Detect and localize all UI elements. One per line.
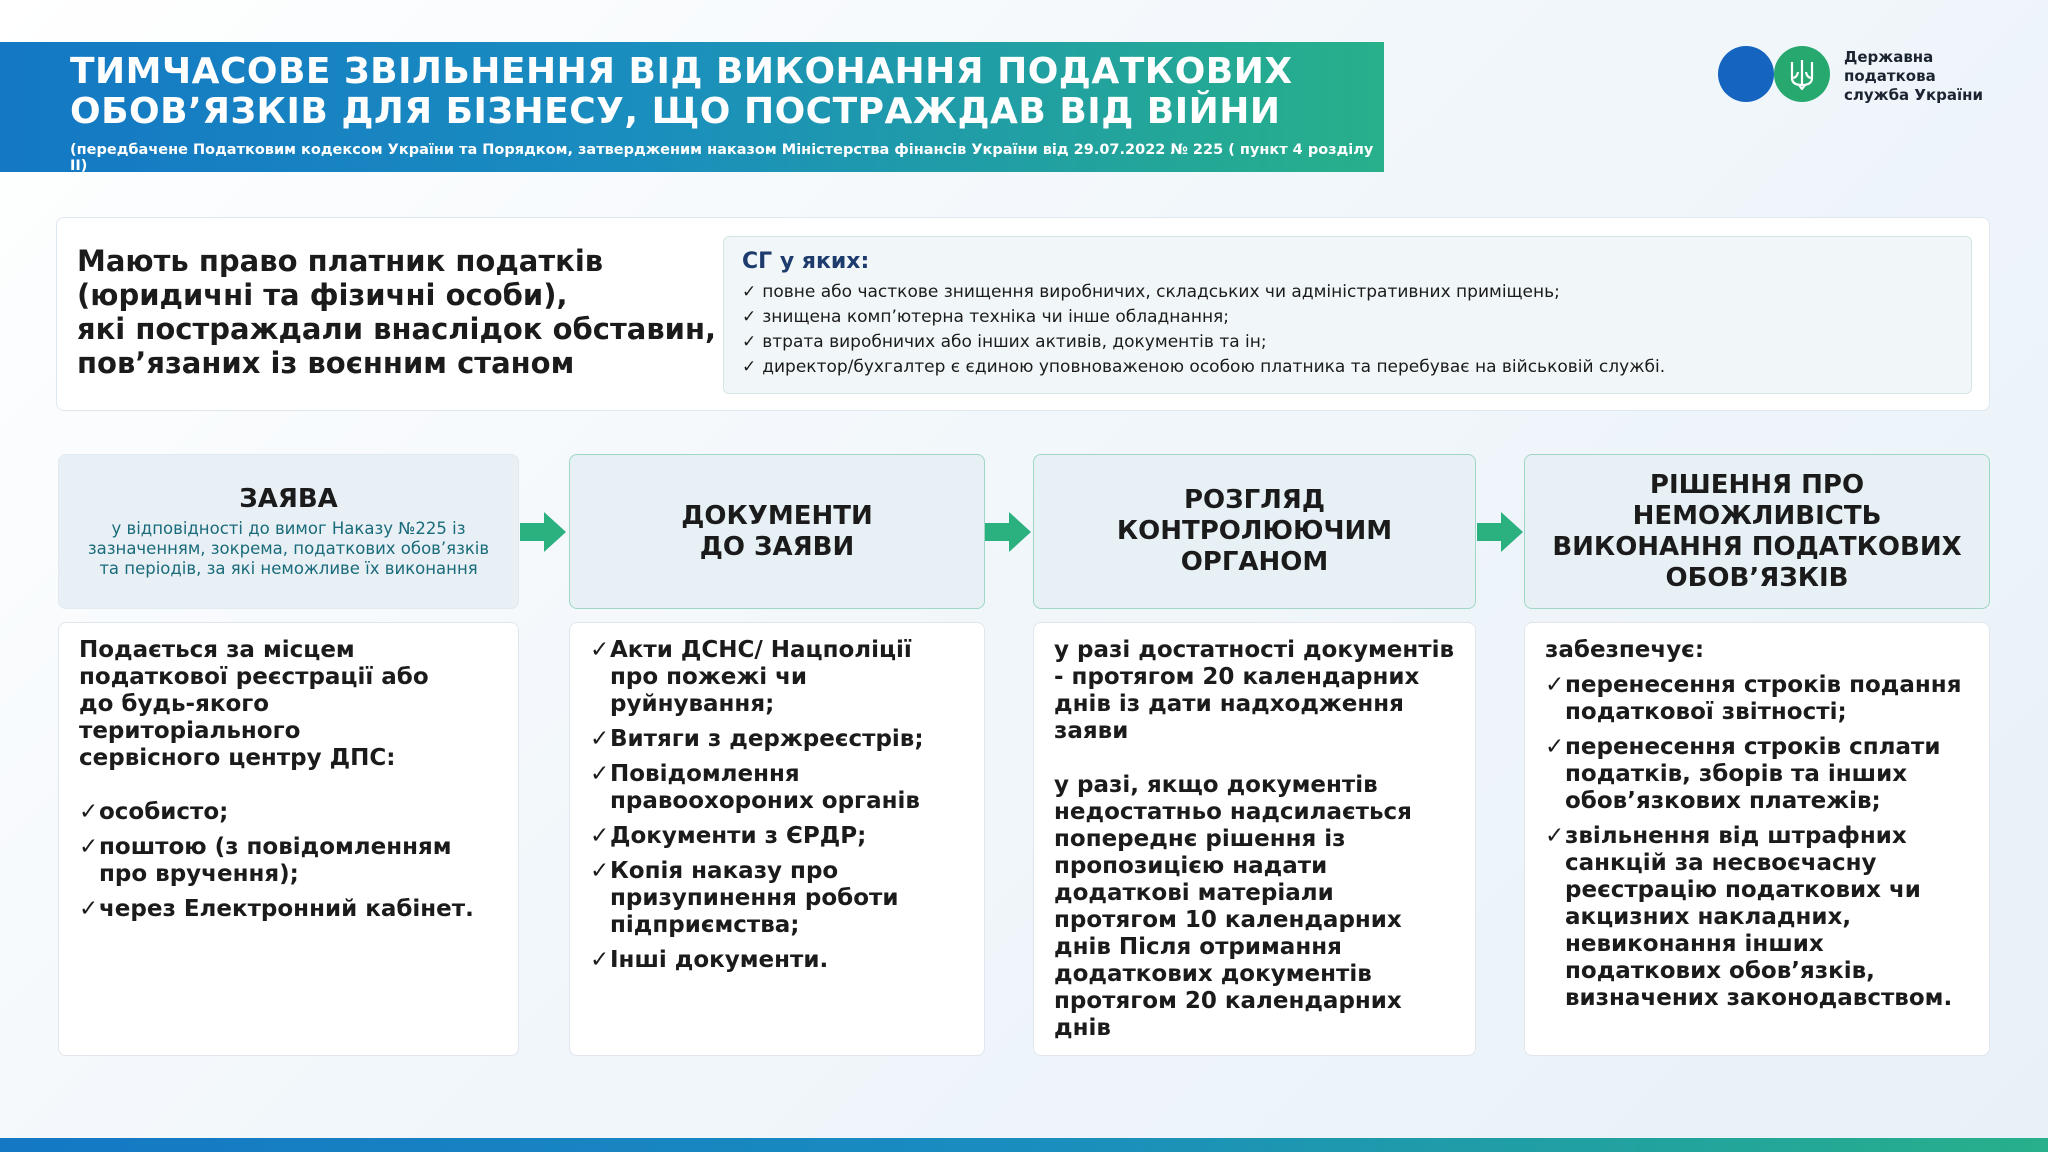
check-icon: ✓ [1545, 823, 1565, 849]
check-icon: ✓ [79, 834, 99, 860]
list-item: ✓ перенесення строків подання податкової звітності; [1545, 672, 1962, 725]
logo-circle-blue [1718, 46, 1774, 102]
step-decision-body [1524, 622, 1990, 1056]
page-subtitle: (передбачене Податковим кодексом України та Порядком, затвердженим наказом Міністерства фінансів України від 29.07.2022 № 225 ( пункт 4 розділу II) [70, 142, 1374, 174]
list-item: ✓ Акти ДСНС/ Нацполіції про пожежі чи руйнування; [590, 637, 912, 717]
list-item: ✓ знищена комп’ютерна техніка чи інше обладнання; [742, 307, 1230, 327]
header-banner [0, 42, 1384, 172]
eligibility-panel [56, 217, 1990, 411]
review-sufficient: у разі достатності документів - протягом 20 календарних днів із дати надходження заяви [1054, 637, 1455, 744]
step-title: ДОКУМЕНТИ ДО ЗАЯВИ [681, 500, 873, 562]
conditions-heading: СГ у яких: [742, 249, 870, 274]
step-decision-header [1524, 454, 1990, 609]
list-item: ✓ Інші документи. [590, 947, 829, 973]
arrow-right-icon [985, 510, 1031, 554]
check-icon: ✓ [79, 799, 99, 825]
check-icon: ✓ [79, 896, 99, 922]
application-intro: Подається за місцем податкової реєстрації або до будь-якого територіального сервісного центру ДПС: [79, 637, 429, 771]
logo-circle-green [1774, 46, 1830, 102]
check-icon: ✓ [742, 307, 757, 327]
dps-logo [1718, 46, 2018, 104]
step-application-body [58, 622, 519, 1056]
step-title: РІШЕННЯ ПРО НЕМОЖЛИВІСТЬ ВИКОНАННЯ ПОДАТКОВИХ ОБОВ’ЯЗКІВ [1552, 469, 1962, 593]
step-review-header [1033, 454, 1476, 609]
check-icon: ✓ [590, 726, 610, 752]
step-application-header [58, 454, 519, 609]
bottom-bar [0, 1138, 2048, 1152]
list-item: ✓ втрата виробничих або інших активів, документів та ін; [742, 332, 1267, 352]
check-icon: ✓ [590, 823, 610, 849]
check-icon: ✓ [742, 282, 757, 302]
check-icon: ✓ [742, 332, 757, 352]
step-documents-body [569, 622, 985, 1056]
check-icon: ✓ [742, 357, 757, 377]
documents-list [590, 637, 964, 974]
list-item: ✓ поштою (з повідомленням про вручення); [79, 834, 452, 887]
list-item: ✓ директор/бухгалтер є єдиною уповноваженою особою платника та перебуває на військовій службі. [742, 357, 1666, 377]
list-item: ✓ через Електронний кабінет. [79, 896, 474, 922]
application-methods-list [79, 799, 498, 923]
list-item: ✓ Повідомлення правоохороних органів [590, 761, 920, 814]
check-icon: ✓ [1545, 672, 1565, 698]
arrow-right-icon [520, 510, 566, 554]
logo-text: Державна податкова служба України [1844, 48, 1984, 104]
check-icon: ✓ [1545, 734, 1565, 760]
check-icon: ✓ [590, 761, 610, 787]
list-item: ✓ звільнення від штрафних санкцій за несвоєчасну реєстрацію податкових чи акцизних накладних, невиконання інших податкових обов’язків, визначених законодавством. [1545, 823, 1953, 1011]
list-item: ✓ повне або часткове знищення виробничих, складських чи адміністративних приміщень; [742, 282, 1560, 302]
check-icon: ✓ [590, 858, 610, 884]
step-title: РОЗГЛЯД КОНТРОЛЮЮЧИМ ОРГАНОМ [1116, 485, 1393, 577]
step-documents-header [569, 454, 985, 609]
eligibility-who: Мають право платник податків (юридичні та фізичні особи), які постраждали внаслідок обставин, пов’язаних із воєнним станом [77, 244, 717, 380]
list-item: ✓ Копія наказу про призупинення роботи підприємства; [590, 858, 899, 938]
list-item: ✓ Витяги з держреєстрів; [590, 726, 924, 752]
decision-list [1545, 672, 1969, 1012]
step-description: у відповідності до вимог Наказу №225 із зазначенням, зокрема, податкових обов’язків та періодів, за які неможливе їх виконання [87, 519, 490, 578]
list-item: ✓ перенесення строків сплати податків, зборів та інших обов’язкових платежів; [1545, 734, 1941, 814]
step-title: ЗАЯВА [239, 484, 338, 514]
check-icon: ✓ [590, 637, 610, 663]
conditions-list [742, 280, 1953, 380]
arrow-right-icon [1477, 510, 1523, 554]
check-icon: ✓ [590, 947, 610, 973]
review-insufficient: у разі, якщо документів недостатньо надсилається попереднє рішення із пропозицією надати додаткові матеріали протягом 10 календарних днів Після отримання додаткових документів протягом 20 календарних днів [1054, 772, 1412, 1041]
page-title: ТИМЧАСОВЕ ЗВІЛЬНЕННЯ ВІД ВИКОНАННЯ ПОДАТКОВИХ ОБОВ’ЯЗКІВ ДЛЯ БІЗНЕСУ, ЩО ПОСТРАЖДАВ ВІД ВІЙНИ [70, 51, 1293, 132]
conditions-box [723, 236, 1972, 394]
decision-lead: забезпечує: [1545, 637, 1705, 663]
trident-icon [1789, 58, 1815, 90]
step-review-body [1033, 622, 1476, 1056]
list-item: ✓ Документи з ЄРДР; [590, 823, 867, 849]
list-item: ✓ особисто; [79, 799, 229, 825]
